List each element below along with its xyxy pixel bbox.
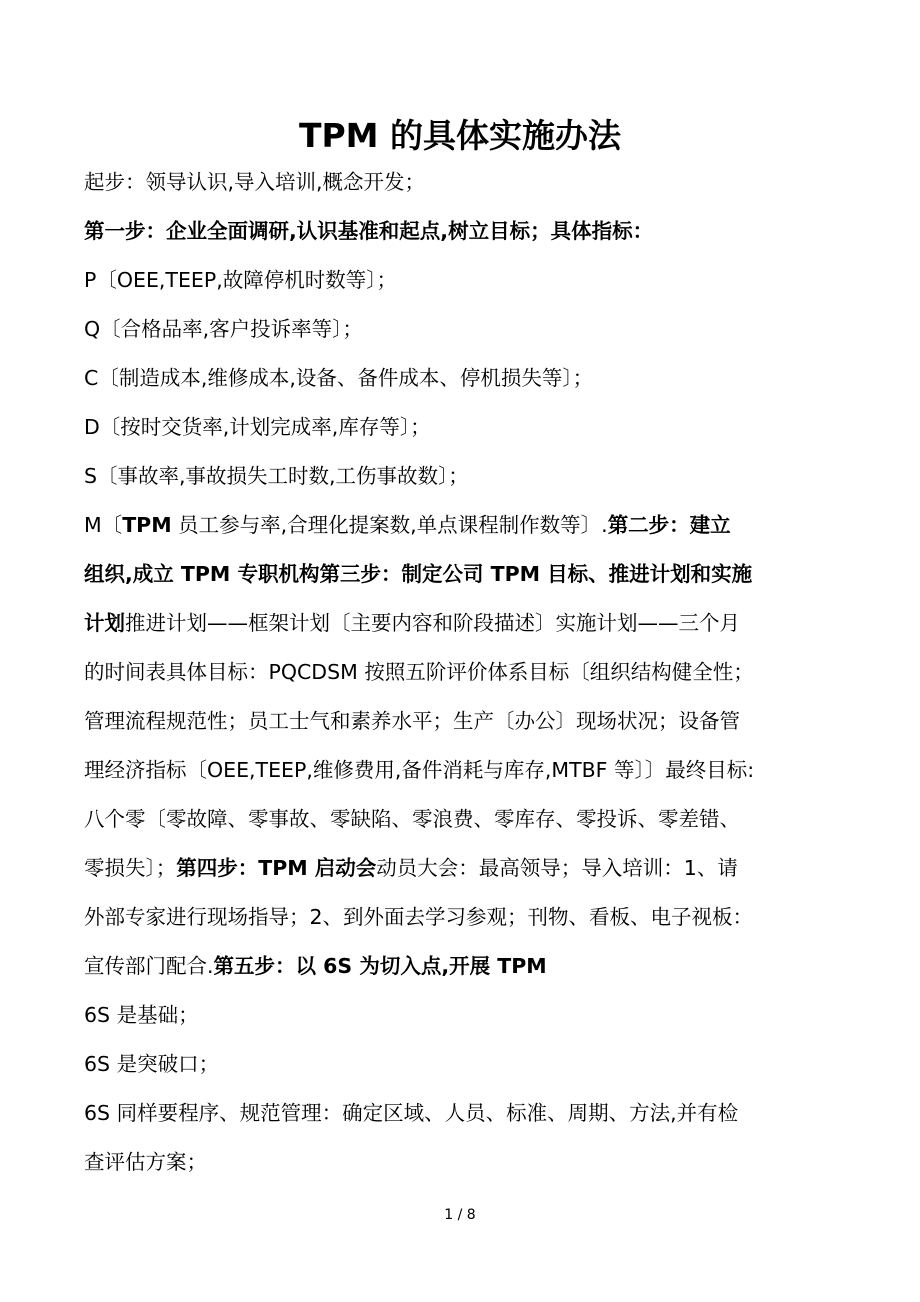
text-run: 零损失〕； — [84, 856, 177, 880]
text-line — [84, 550, 784, 599]
text-run: Q〔合格品率,客户投诉率等〕； — [84, 317, 363, 341]
text-run: 理经济指标〔OEE,TEEP,维修费用,备件消耗与库存,MTBF 等〕〕最终目标: — [84, 758, 755, 782]
text-run: 管理流程规范性；员工士气和素养水平；生产〔办公〕现场状况；设备管 — [84, 709, 740, 733]
bold-text-run: 组织,成立 TPM 专职机构第三步：制定公司 TPM 目标、推进计划和实施 — [84, 562, 753, 586]
text-run: 查评估方案； — [84, 1150, 207, 1174]
text-line — [84, 599, 784, 648]
text-line — [84, 1040, 784, 1089]
document-title: TPM 的具体实施办法 — [298, 116, 622, 155]
text-line — [84, 1089, 784, 1138]
text-run: C〔制造成本,维修成本,设备、备件成本、停机损失等〕； — [84, 366, 594, 390]
bold-text-run: 计划 — [84, 611, 125, 635]
text-line — [84, 354, 784, 403]
text-run: 员工参与率,合理化提案数,单点课程制作数等〕. — [171, 513, 608, 537]
text-run: S〔事故率,事故损失工时数,工伤事故数〕； — [84, 464, 469, 488]
text-line — [84, 746, 784, 795]
text-run: 6S 是突破口； — [84, 1052, 220, 1076]
text-run: 宣传部门配合. — [84, 954, 214, 978]
text-run: 6S 是基础； — [84, 1003, 199, 1027]
text-run: M〔 — [84, 513, 123, 537]
text-line — [84, 158, 784, 207]
text-line — [84, 403, 784, 452]
text-run: 外部专家进行现场指导；2、到外面去学习参观；刊物、看板、电子视板： — [84, 905, 754, 929]
text-run: 推进计划——框架计划〔主要内容和阶段描述〕实施计划——三个月 — [125, 611, 740, 635]
text-line — [84, 893, 784, 942]
bold-text-run: 第四步：TPM 启动会 — [176, 856, 377, 880]
text-run: 起步：领导认识,导入培训,概念开发； — [84, 170, 426, 194]
text-line — [84, 256, 784, 305]
text-line — [84, 942, 784, 991]
text-line — [84, 991, 784, 1040]
bold-text-run: 第五步：以 6S 为切入点,开展 TPM — [213, 954, 547, 978]
text-run: 6S 同样要程序、规范管理：确定区域、人员、标准、周期、方法,并有检 — [84, 1101, 739, 1125]
text-line — [84, 501, 784, 550]
text-line — [84, 207, 784, 256]
text-run: 的时间表具体目标：PQCDSM 按照五阶评价体系目标〔组织结构健全性； — [84, 660, 754, 684]
text-line — [84, 305, 784, 354]
text-line — [84, 452, 784, 501]
bold-text-run: 第一步：企业全面调研,认识基准和起点,树立目标；具体指标： — [84, 219, 654, 243]
text-line — [84, 844, 784, 893]
text-run: D〔按时交货率,计划完成率,库存等〕； — [84, 415, 431, 439]
document-body — [84, 158, 784, 1187]
text-line — [84, 795, 784, 844]
text-line — [84, 697, 784, 746]
text-line — [84, 1138, 784, 1187]
page-number: 1 / 8 — [444, 1207, 476, 1223]
text-run: 八个零〔零故障、零事故、零缺陷、零浪费、零库存、零投诉、零差错、 — [84, 807, 740, 831]
text-line — [84, 648, 784, 697]
bold-text-run: TPM — [122, 513, 172, 537]
bold-text-run: 第二步：建立 — [607, 513, 731, 537]
text-run: P〔OEE,TEEP,故障停机时数等〕； — [84, 268, 397, 292]
text-run: 动员大会：最高领导；导入培训：1、请 — [376, 856, 738, 880]
